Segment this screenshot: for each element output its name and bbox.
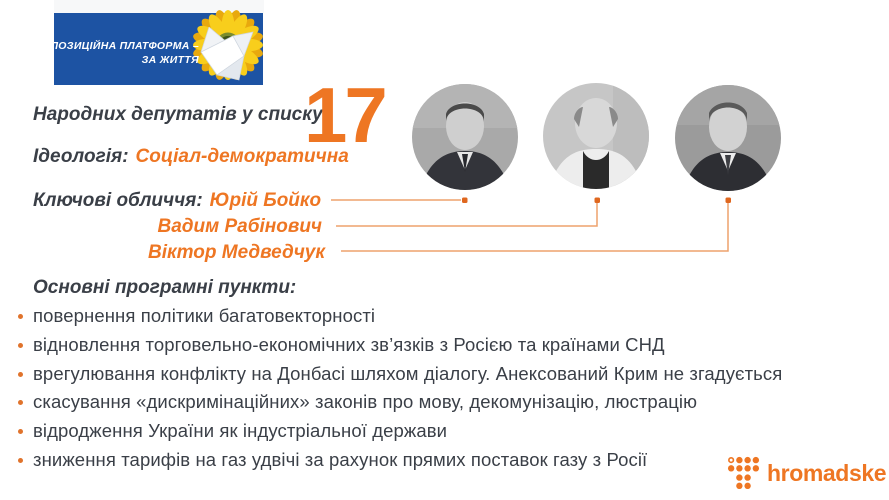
faces-label: Ключові обличчя: — [33, 190, 203, 211]
hromadske-dots-icon — [727, 456, 760, 491]
deputies-row — [33, 104, 329, 126]
portrait-viktor-medvedchuk — [675, 85, 781, 191]
face-name-2: Вадим Рабінович — [157, 216, 322, 237]
party-logo — [41, 13, 263, 85]
deputies-label: Народних депутатів у списку: — [33, 104, 329, 125]
program-item: відновлення торговельно-економічних зв’язків з Росією та країнами СНД — [33, 331, 782, 360]
program-item: відродження України як індустріальної держави — [33, 417, 782, 446]
party-logo-line2: ЗА ЖИТТЯ — [141, 53, 199, 66]
party-logo-line1: ОПОЗИЦІЙНА ПЛАТФОРМА – — [41, 40, 199, 52]
face-name-3-row — [0, 242, 325, 264]
program-item: врегулювання конфлікту на Донбасі шляхом діалогу. Анексований Крим не згадується — [33, 360, 782, 389]
portrait-yuriy-boyko — [412, 84, 518, 190]
party-logo-text — [42, 40, 199, 67]
program-list — [33, 302, 782, 475]
program-item: скасування «дискримінаційних» законів про мову, декомунізацію, люстрацію — [33, 388, 782, 417]
program-heading: Основні програмні пункти: — [33, 277, 297, 298]
dove-icon — [199, 27, 257, 86]
program-item: повернення політики багатовекторності — [33, 302, 782, 331]
ideology-value: Соціал-демократична — [135, 146, 349, 167]
hromadske-wordmark: hromadske — [767, 460, 887, 486]
portrait-vadym-rabinovych — [543, 83, 649, 189]
face-name-2-row — [0, 216, 322, 238]
key-faces-row — [33, 190, 321, 212]
ideology-row — [33, 146, 349, 168]
ideology-label: Ідеологія: — [33, 146, 129, 167]
hromadske-logo — [727, 456, 886, 491]
deputies-count: 17 — [304, 71, 385, 159]
face-name-3: Віктор Медведчук — [148, 242, 325, 263]
program-item: зниження тарифів на газ удвічі за рахунок прямих поставок газу з Росії — [33, 446, 782, 475]
face-name-1: Юрій Бойко — [209, 190, 322, 211]
